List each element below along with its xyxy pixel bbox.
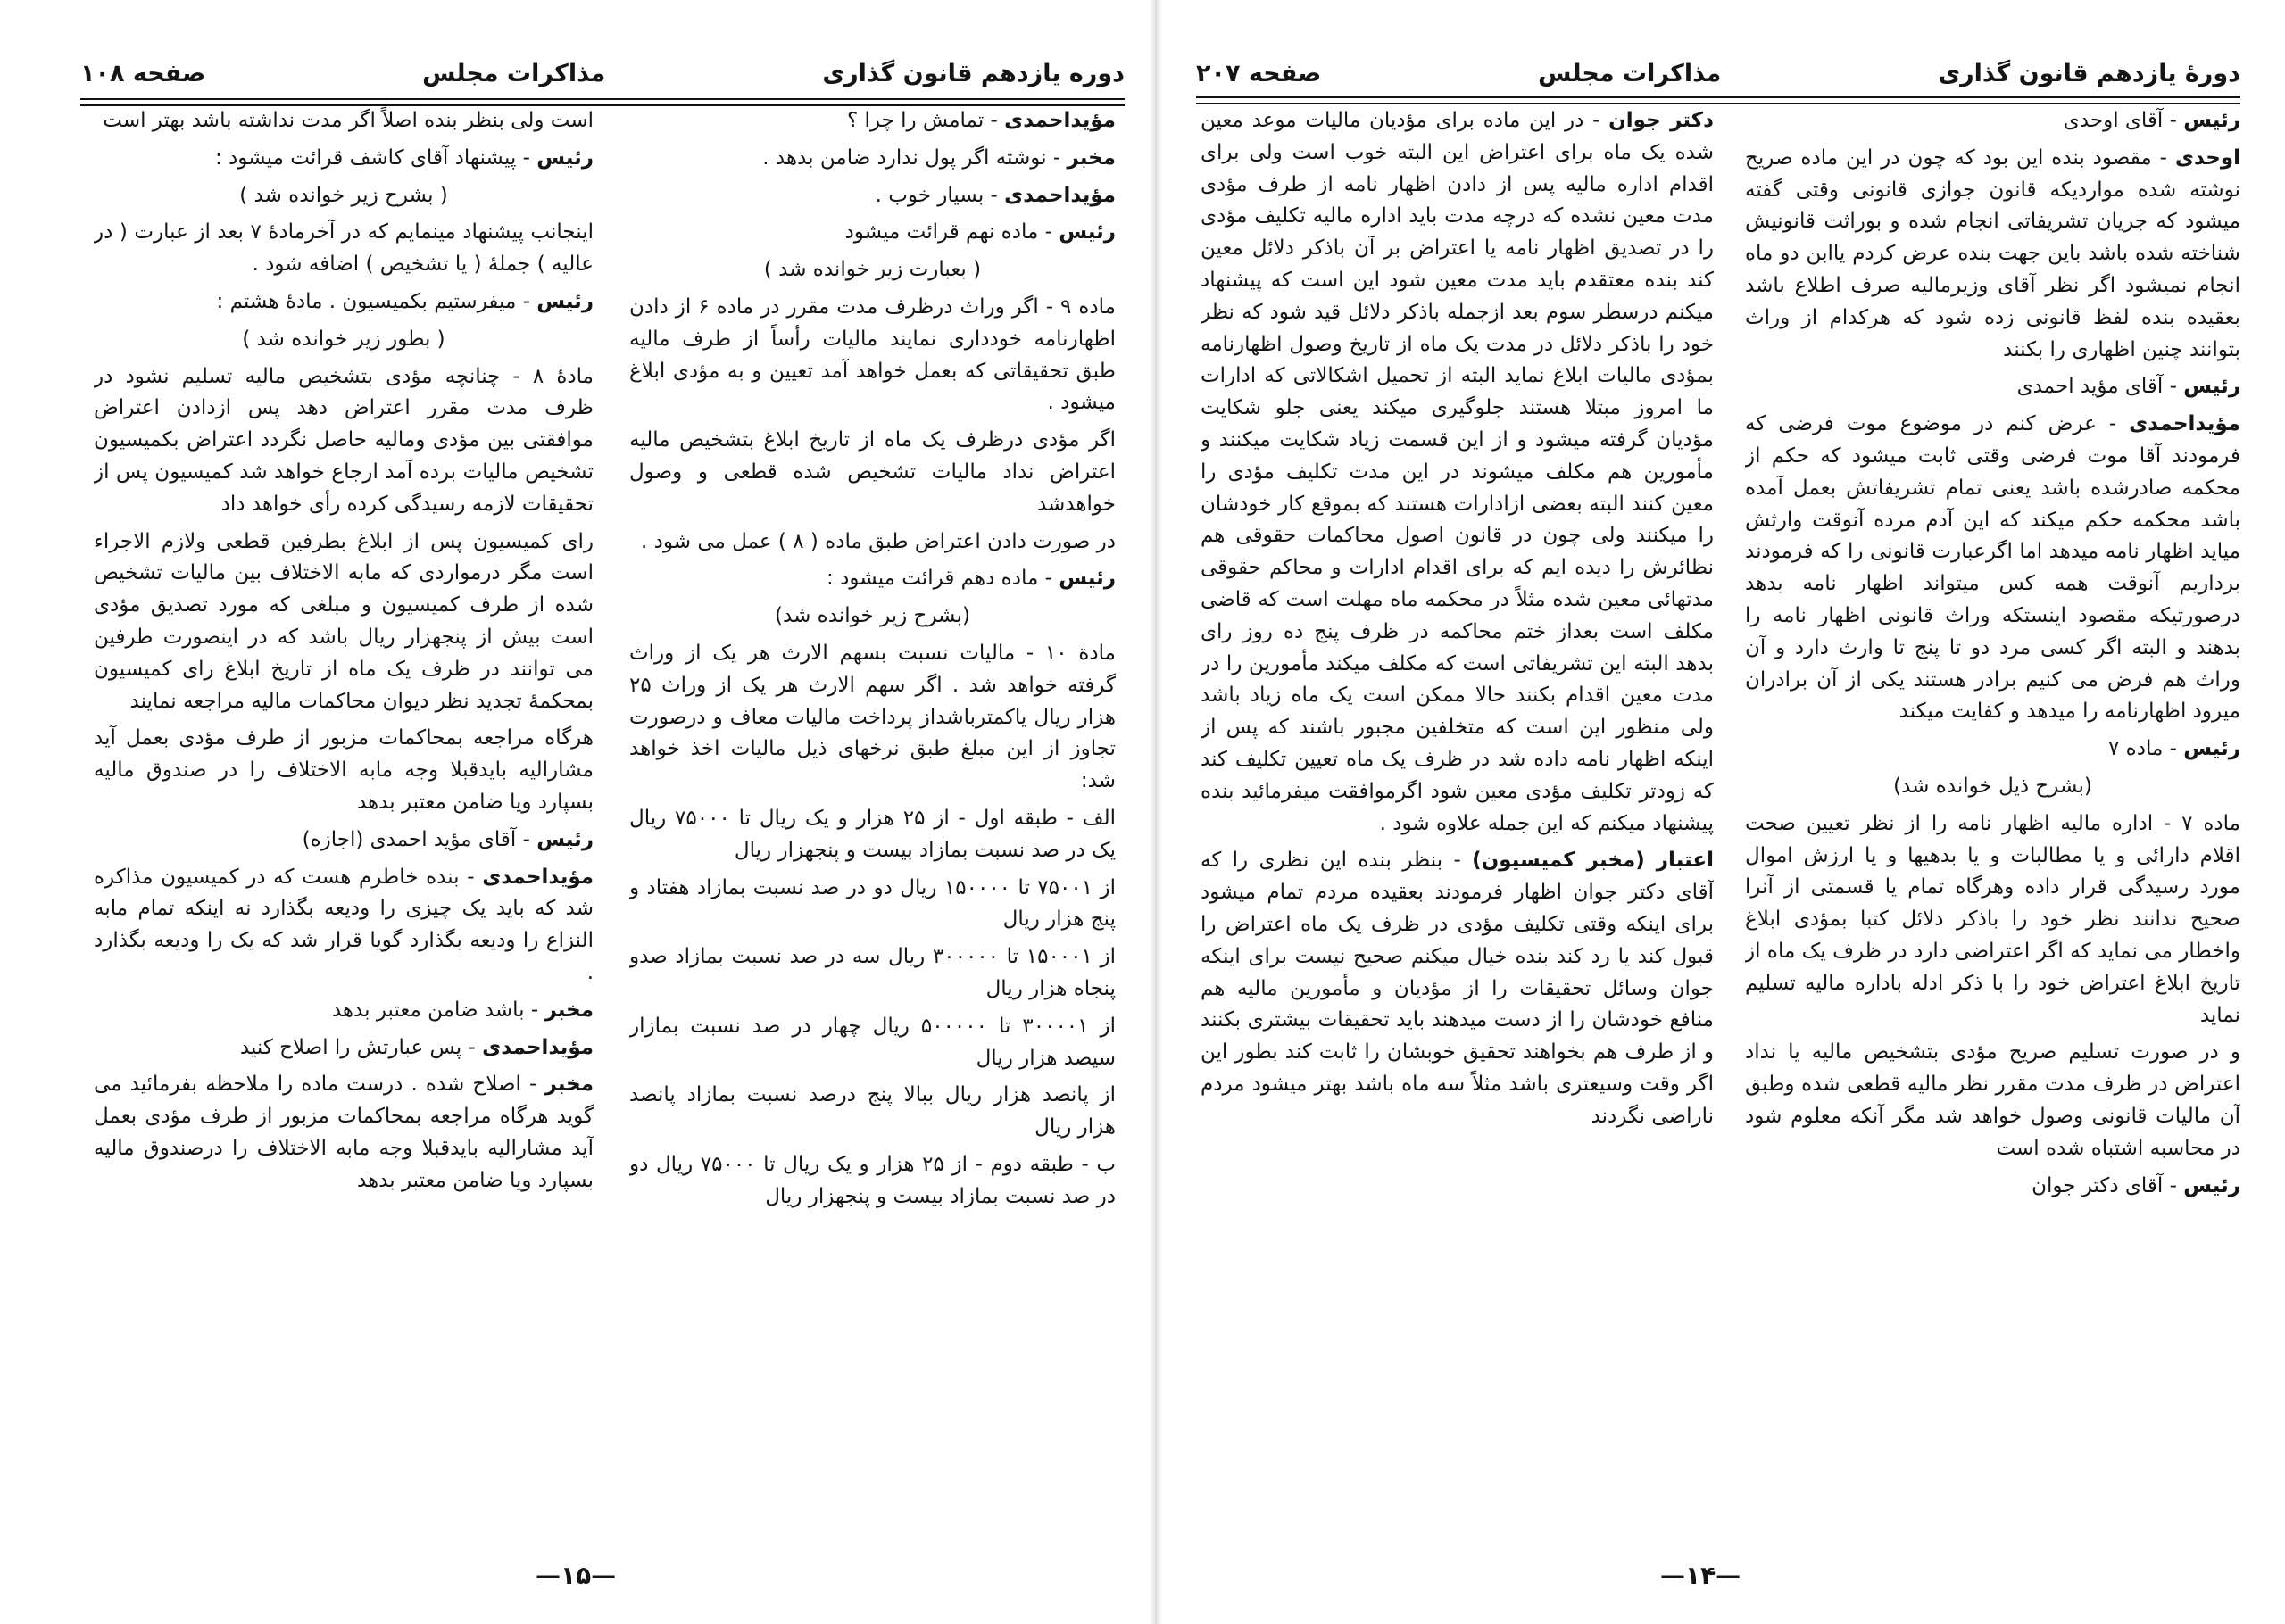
speaker-name: رئیس [536, 289, 594, 313]
paragraph: رئیس - ماده ۷ [2108, 737, 2240, 761]
session-title: دورهٔ یازدهم قانون گذاری [1938, 59, 2240, 87]
text-column [629, 105, 1116, 1539]
paragraph [1745, 1037, 2240, 1164]
speaker-name: مؤیداحمدی [1004, 183, 1116, 207]
paragraph [629, 1080, 1116, 1144]
paragraph-text: ماده ۷ - اداره مالیه اظهار نامه را از نظر تعیین صحت اقلام دارائی و یا مطالبات و یا بدهیها و یا ارزش اموال مورد رسیدگی قرار داده وهرگاه تمام یا قسمتی از آنرا صحیح ندانند نظر خود را باذکر دلائل کتبا بمؤدی ابلاغ واخطار می نماید که اگر اعتراضی دارد در ظرف یک ماه از تاریخ ابلاغ اعتراض خود را با ذکر ادله باداره مالیه تسلیم نماید [1745, 811, 2240, 1027]
paragraph [94, 361, 594, 521]
paragraph [94, 324, 594, 356]
paragraph-text: آقای مؤید احمدی (اجازه) [302, 827, 517, 851]
speaker-name: مخبر [544, 1073, 594, 1097]
paragraph-text: الف - طبقه اول - از ۲۵ هزار و یک ریال تا ۷۵۰۰۰ ریال یک در صد نسبت بمازاد بیست و پنجهزار ریال [629, 806, 1116, 862]
text-column [94, 105, 594, 1539]
speaker-name: رئیس [536, 145, 594, 170]
paragraph-text: بسیار خوب . [875, 183, 985, 207]
paragraph [94, 105, 594, 137]
paragraph [629, 601, 1116, 633]
paragraph: اوحدی - مقصود بنده این بود که چون در این ماده صریح نوشته شده مواردیکه قانون جوازی قانونی وقتی گفته میشود که جریان تشریفاتی انجام شده و بوراثت قانونیش شناخته شده باشد باین جهت بنده عرض کردم یاابن دو ماه انجام نمیشود اگر نظر آقای وزیرمالیه صرف اطلاع باشد بعقیده بنده لفظ قانونی زده شود که هرکدام از وراث بتوانند چنین اظهاری را بکنند [1745, 145, 2240, 361]
speaker-name: مخبر [1067, 145, 1116, 170]
speaker-name: رئیس [536, 827, 594, 851]
speaker-name: رئیس [1059, 220, 1116, 244]
page-header [80, 50, 1125, 96]
proceedings-title: مذاکرات مجلس [422, 59, 606, 87]
paragraph [629, 425, 1116, 520]
paragraph-text: در صورت دادن اعتراض طبق ماده ( ۸ ) عمل می شود . [641, 529, 1116, 553]
paragraph: مؤیداحمدی - بنده خاطرم هست که در کمیسیون مذاکره شد که باید یک چیزی را ودیعه بگذارد نه اینکه تمام مابه النزاع را ودیعه بگذارد گویا قرار شد که یک را ودیعه بگذارد . [94, 865, 594, 984]
paragraph [94, 723, 594, 818]
page-header [1196, 50, 2240, 96]
paragraph-text: مادهٔ ۸ - چنانچه مؤدی بتشخیص مالیه تسلیم نشود در ظرف مدت مقرر اعتراض دهد پس ازدادن اعتراض موافقتی بین مؤدی ومالیه حاصل نگردد اعتراض بکمیسیون تشخیص مالیات برده آمد ارجاع خواهد شد کمیسیون پس از تحقیقات لازمه رسیدگی کرده رأی خواهد داد [94, 364, 594, 516]
paragraph-text: میفرستیم بکمیسیون . مادهٔ هشتم : [216, 289, 517, 313]
paragraph-text: اصلاح شده . درست ماده را ملاحظه بفرمائید می گوید هرگاه مراجعه بمحاکمات مزبور از طرف مؤدی بعمل آید مشارالیه بایدقبلا وجه مابه الاختلاف را درصندوق مالیه بسپارد ویا ضامن معتبر بدهد [94, 1073, 594, 1192]
speaker-name: مؤیداحمدی [2129, 412, 2240, 436]
paragraph-text: آقای اوحدی [2063, 109, 2164, 132]
paragraph-text: ماده ۹ - اگر وراث درظرف مدت مقرر در ماده ۶ از دادن اظهارنامه خودداری نمایند مالیات رأساً از طرف مالیه طبق تحقیقاتی که بعمل خواهد آمد تعیین و به مؤدی ابلاغ میشود . [629, 294, 1116, 415]
speaker-name: مؤیداحمدی [482, 865, 594, 889]
paragraph: مؤیداحمدی - بسیار خوب . [875, 183, 1116, 207]
paragraph-text: ب - طبقه دوم - از ۲۵ هزار و یک ریال تا ۷۵۰۰۰ ریال دو در صد نسبت بمازاد بیست و پنجهزار ریال [629, 1152, 1116, 1208]
speaker-name: رئیس [2183, 1173, 2240, 1197]
paragraph-text: اگر مؤدی درظرف یک ماه از تاریخ ابلاغ بتشخیص مالیه اعتراض نداد مالیات تشخیص شده قطعی و وصول خواهدشد [629, 428, 1116, 516]
paragraph: رئیس - آقای مؤید احمدی [2016, 375, 2240, 399]
proceedings-title: مذاکرات مجلس [1538, 59, 1722, 87]
paragraph-text: پس عبارتش را اصلاح کنید [239, 1035, 462, 1059]
session-title: دوره یازدهم قانون گذاری [822, 59, 1125, 87]
paragraph-text: آقای دکتر جوان [2032, 1173, 2164, 1197]
paragraph-text: پیشنهاد آقای کاشف قرائت میشود : [214, 145, 517, 170]
paragraph [629, 1011, 1116, 1075]
paragraph: مؤیداحمدی - عرض کنم در موضوع موت فرضی که فرمودند آقا موت فرضی وقتی ثابت میشود که حکم از محکمه صادرشده باشد یعنی تمام تشریفاتش بعمل آمده باشد محکمه حکم میکند که این آدم مرده آنوقت وارثش میاید اظهار نامه میدهد اما اگرعبارت قانونی را که فرمودند برداریم آنوقت همه کس میتواند اظهار نامه بدهد درصورتیکه مقصود اینستکه وراث قانونی اظهار نامه را بدهند و البته اگر کسی مرد دو تا پنج تا وارث دارد و آن وراث هم فرض می کنیم برادر هستند یکی از آن برادران میرود اظهارنامه را میدهد و کفایت میکند [1745, 412, 2240, 724]
paragraph-text: ماده ۷ [2108, 737, 2164, 761]
paragraph [629, 292, 1116, 419]
paragraph-text: بنظر بنده این نظری را که آقای دکتر جوان اظهار فرمودند بعقیده مردم تمام میشود برای اینکه وقتی تکلیف مؤدی در ظرف یک ماه اعتراض را قبول کند یا رد کند بنده خیال میکنم صحیح نیست برای اینکه جوان وسائل تحقیقات را از مؤدیان و مأمورین مالیه هم منافع خودشان را از دست میدهند باید تحقیقات بیشتری بکنند و از طرف هم بخواهند تحقیق خوبشان را ثابت کند بطور این اگر وقت وسیعتری باشد مثلاً سه ماه باشد بهتر میشود مردم ناراضی نگردند [1201, 849, 1714, 1128]
paragraph-text: مقصود بنده این بود که چون در این ماده صریح نوشته شده مواردیکه قانون جوازی قانونی وقتی گفته میشود که جریان تشریفاتی انجام شده و بوراثت قانونیش شناخته شده باشد باین جهت بنده عرض کردم یاابن دو ماه انجام نمیشود اگر نظر آقای وزیرمالیه صرف اطلاع باشد بعقیده بنده لفظ قانونی زده شود که هرکدام از وراث بتوانند چنین اظهاری را بکنند [1745, 145, 2240, 361]
paragraph: مؤیداحمدی - پس عبارتش را اصلاح کنید [239, 1035, 594, 1059]
reading-note: (بشرح زیر خوانده شد) [775, 604, 970, 628]
paragraph [629, 254, 1116, 286]
speaker-name: رئیس [1059, 567, 1116, 591]
paragraph-text: از ۱۵۰۰۰۱ تا ۳۰۰۰۰۰ ریال سه در صد نسبت بمازاد صدو پنجاه هزار ریال [629, 945, 1116, 1000]
paragraph: رئیس - آقای اوحدی [2063, 109, 2240, 132]
reading-note: ( بشرح زیر خوانده شد ) [239, 183, 448, 207]
paragraph [1745, 771, 2240, 803]
speaker-name: مؤیداحمدی [1004, 109, 1116, 132]
paragraph-text: اینجانب پیشنهاد مینمایم که در آخرمادهٔ ۷ بعد از عبارت ( در عالیه ) جملهٔ ( یا تشخیص ) اضافه شود . [94, 220, 594, 277]
paragraph-text: در این ماده برای مؤدیان مالیات موعد معین شده یک ماه برای اعتراض این البته خوب است ولی برای اقدام اداره مالیه پس از دادن اظهار نامه از طرف مؤدی مدت معین نشده که درچه مدت باید اداره مالیه تکلیف مؤدی را در تصدیق اظهار نامه یا اعتراض بر آن باذکر دلائل معین کند بنده معتقدم باید مدت معین شود این است که پیشنهاد میکنم درسطر سوم بعد ازجمله باذکر دلائل قید شود که نظر خود را باذکر دلائل در مدت یک ماه از تاریخ وصول اظهارنامه بمؤدی مالیات ابلاغ نماید البته از تحمیل اشکالاتی که ادارات ما امروز مبتلا هستند جلوگیری میکند یعنی جلو شکایت مؤدیان گرفته میشود و از این قسمت زیاد شکایت میکنند و مأمورین هم مکلف میشوند در این مدت تکلیف مؤدی را معین کنند البته بعضی ازادارات هستند که بموقع کار خودشان را میکنند ولی چون در قانون اصول محاکمات حقوقی هم نظائرش را دیده ایم که برای اقدام ادارات و محاکم حقوقی مدتهائی معین شده مثلاً در محکمه ماه مهلت است که قاضی مکلف است بعداز ختم محاکمه در ظرف پنج ده روز رای بدهد البته این تشریفاتی است که مکلف میکند مأمورین را در مدت معین اقدام بکنند حالا ممکن است یک ماه زیاد باشد ولی منظور این است که متخلفین مجبور باشند که پس از اینکه اظهار نامه داده شد در ظرف یک ماه تعیین تکلیف کند که زودتر تکلیف مؤدی معین شود اگرموافقت میفرمائید بنده پیشنهاد میکنم که این جمله علاوه شود . [1201, 109, 1714, 835]
paragraph-text: ماده دهم قرائت میشود : [827, 567, 1039, 591]
paragraph: رئیس - ماده نهم قرائت میشود [844, 220, 1116, 244]
speaker-name: مخبر [544, 998, 594, 1022]
paragraph [94, 526, 594, 718]
paragraph: مؤیداحمدی - تمامش را چرا ؟ [846, 109, 1116, 132]
paragraph [629, 638, 1116, 798]
paragraph-text: تمامش را چرا ؟ [846, 109, 985, 132]
paragraph-text: مادة ۱۰ - مالیات نسبت بسهم الارث هر یک از وراث گرفته خواهد شد . اگر سهم الارث هر یک از وراث ۲۵ هزار ریال یاکمترباشداز پرداخت مالیات معاف و درصورت تجاوز از این مبلغ طبق نرخهای ذیل مالیات اخذ خواهد شد: [629, 641, 1116, 793]
paragraph [94, 217, 594, 281]
speaker-name: مؤیداحمدی [482, 1035, 594, 1059]
folio-number: —۱۴— [1660, 1561, 1741, 1590]
paragraph: رئیس - آقای دکتر جوان [2032, 1173, 2240, 1197]
paragraph-text: از پانصد هزار ریال ببالا پنج درصد نسبت بمازاد پانصد هزار ریال [629, 1083, 1116, 1139]
paragraph-text: رای کمیسیون پس از ابلاغ بطرفین قطعی ولازم الاجراء است مگر درمواردی که مابه الاختلاف بین مالیات تشخیص شده از طرف کمیسیون و مبلغی که مورد تصدیق مؤدی است بیش از پنجهزار ریال باشد که در اینصورت طرفین می توانند در ظرف یک ماه از تاریخ ابلاغ رای کمیسیون بمحکمهٔ تجدید نظر دیوان محاکمات مالیه مراجعه نمایند [94, 529, 594, 713]
paragraph-text: است ولی بنظر بنده اصلاً اگر مدت نداشته باشد بهتر است [103, 109, 594, 132]
reading-note: ( بعبارت زیر خوانده شد ) [763, 258, 982, 282]
paragraph-text: عرض کنم در موضوع موت فرضی که فرمودند آقا موت فرضی وقتی ثابت میشود که حکم از محکمه صادرشده باشد یعنی تمام تشریفاتش بعمل آمده باشد محکمه حکم میکند که این آدم مرده آنوقت وارثش میاید اظهار نامه میدهد اما اگرعبارت قانونی را که فرمودند برداریم آنوقت همه کس میتواند اظهار نامه بدهد درصورتیکه مقصود اینستکه وراث قانونی اظهار نامه را بدهند و البته اگر کسی مرد دو تا پنج تا وارث دارد و آن وراث هم فرض می کنیم برادر هستند یکی از آن برادران میرود اظهارنامه را میدهد و کفایت میکند [1745, 412, 2240, 724]
paragraph-text: بنده خاطرم هست که در کمیسیون مذاکره شد که باید یک چیزی را ودیعه بگذارد نه اینکه تمام مابه النزاع را ودیعه بگذارد گویا قرار شد که یک را ودیعه بگذارد . [94, 865, 594, 984]
paragraph-text: هرگاه مراجعه بمحاکمات مزبور از طرف مؤدی بعمل آید مشارالیه بایدقبلا وجه مابه الاختلاف را در صندوق مالیه بسپارد ویا ضامن معتبر بدهد [94, 726, 594, 814]
paragraph: رئیس - پیشنهاد آقای کاشف قرائت میشود : [214, 145, 594, 170]
paragraph-text: نوشته اگر پول ندارد ضامن بدهد . [762, 145, 1047, 170]
paragraph [629, 1149, 1116, 1214]
speaker-name: رئیس [2183, 737, 2240, 761]
paragraph [1745, 808, 2240, 1032]
paragraph: مخبر - باشد ضامن معتبر بدهد [331, 998, 594, 1022]
paragraph [629, 803, 1116, 867]
paragraph-text: ماده نهم قرائت میشود [844, 220, 1039, 244]
paragraph: رئیس - آقای مؤید احمدی (اجازه) [302, 827, 594, 851]
page-number: صفحه ۲۰۷ [1196, 59, 1322, 87]
reading-note: ( بطور زیر خوانده شد ) [242, 327, 445, 351]
speaker-name: اعتبار (مخبر کمیسیون) [1472, 849, 1714, 873]
paragraph-text: از ۷۵۰۰۱ تا ۱۵۰۰۰۰ ریال دو در صد نسبت بمازاد هفتاد و پنج هزار ریال [629, 875, 1116, 932]
paragraph-text: باشد ضامن معتبر بدهد [331, 998, 525, 1022]
speaker-name: دکتر جوان [1608, 109, 1714, 132]
speaker-name: رئیس [2183, 375, 2240, 399]
reading-note: (بشرح ذیل خوانده شد) [1893, 774, 2092, 798]
paragraph: مخبر - نوشته اگر پول ندارد ضامن بدهد . [762, 145, 1116, 170]
page-number: صفحه ۱۰۸ [80, 59, 206, 87]
paragraph-text: از ۳۰۰۰۰۱ تا ۵۰۰۰۰۰ ریال چهار در صد نسبت بمازار سیصد هزار ریال [629, 1014, 1116, 1070]
paragraph [94, 180, 594, 212]
paragraph: رئیس - ماده دهم قرائت میشود : [827, 567, 1116, 591]
paragraph-text: آقای مؤید احمدی [2016, 375, 2164, 399]
paragraph: رئیس - میفرستیم بکمیسیون . مادهٔ هشتم : [216, 289, 594, 313]
text-column [1201, 105, 1714, 1539]
paragraph: مخبر - اصلاح شده . درست ماده را ملاحظه بفرمائید می گوید هرگاه مراجعه بمحاکمات مزبور از طرف مؤدی بعمل آید مشارالیه بایدقبلا وجه مابه الاختلاف را درصندوق مالیه بسپارد ویا ضامن معتبر بدهد [94, 1073, 594, 1192]
paragraph [629, 873, 1116, 937]
paragraph-text: و در صورت تسلیم صریح مؤدی بتشخیص مالیه یا نداد اعتراض در ظرف مدت مقرر نظر مالیه قطعی شده وطبق آن مالیات قانونی وصول خواهد شد مگر آنکه معلوم شود در محاسبه اشتباه شده است [1745, 1040, 2240, 1160]
paragraph: دکتر جوان - در این ماده برای مؤدیان مالیات موعد معین شده یک ماه برای اعتراض این البته خوب است ولی برای اقدام اداره مالیه پس از دادن اظهار نامه از طرف مؤدی مدت معین نشده که درچه مدت باید اداره مالیه تکلیف مؤدی را در تصدیق اظهار نامه یا اعتراض بر آن باذکر دلائل معین کند بنده معتقدم باید مدت معین شود این است که پیشنهاد میکنم درسطر سوم بعد ازجمله باذکر دلائل قید شود که نظر خود را باذکر دلائل در مدت یک ماه از تاریخ وصول اظهارنامه بمؤدی مالیات ابلاغ نماید البته از تحمیل اشکالاتی که ادارات ما امروز مبتلا هستند جلوگیری میکند یعنی جلو شکایت مؤدیان گرفته میشود و از این قسمت زیاد شکایت میکنند و مأمورین هم مکلف میشوند در این مدت تکلیف مؤدی را معین کنند البته بعضی ازادارات هستند که بموقع کار خودشان را میکنند ولی چون در قانون اصول محاکمات حقوقی هم نظائرش را دیده ایم که برای اقدام ادارات و محاکم حقوقی مدتهائی معین شده مثلاً در محکمه ماه مهلت است که قاضی مکلف است بعداز ختم محاکمه در ظرف پنج ده روز رای بدهد البته این تشریفاتی است که مکلف میکند مأمورین را در مدت معین اقدام بکنند حالا ممکن است یک ماه زیاد باشد ولی منظور این است که متخلفین مجبور باشند که پس از اینکه اظهار نامه داده شد در ظرف یک ماه تعیین تکلیف کند که زودتر تکلیف مؤدی معین شود اگرموافقت میفرمائید بنده پیشنهاد میکنم که این جمله علاوه شود . [1201, 109, 1714, 835]
speaker-name: رئیس [2183, 109, 2240, 132]
header-rule [1196, 96, 2240, 104]
paragraph: اعتبار (مخبر کمیسیون) - بنظر بنده این نظری را که آقای دکتر جوان اظهار فرمودند بعقیده مردم تمام میشود برای اینکه وقتی تکلیف مؤدی در ظرف یک ماه اعتراض را قبول کند یا رد کند بنده خیال میکنم صحیح نیست برای اینکه جوان وسائل تحقیقات را از مؤدیان و مأمورین مالیه هم منافع خودشان را از دست میدهند باید تحقیقات بیشتری بکنند و از طرف هم بخواهند تحقیق خوبشان را ثابت کند بطور این اگر وقت وسیعتری باشد مثلاً سه ماه باشد بهتر میشود مردم ناراضی نگردند [1201, 849, 1714, 1128]
paragraph [629, 941, 1116, 1006]
speaker-name: اوحدی [2174, 145, 2240, 170]
text-column [1745, 105, 2240, 1539]
right-page [1160, 0, 2285, 1624]
folio-number: —۱۵— [536, 1561, 617, 1590]
paragraph [629, 526, 1116, 559]
